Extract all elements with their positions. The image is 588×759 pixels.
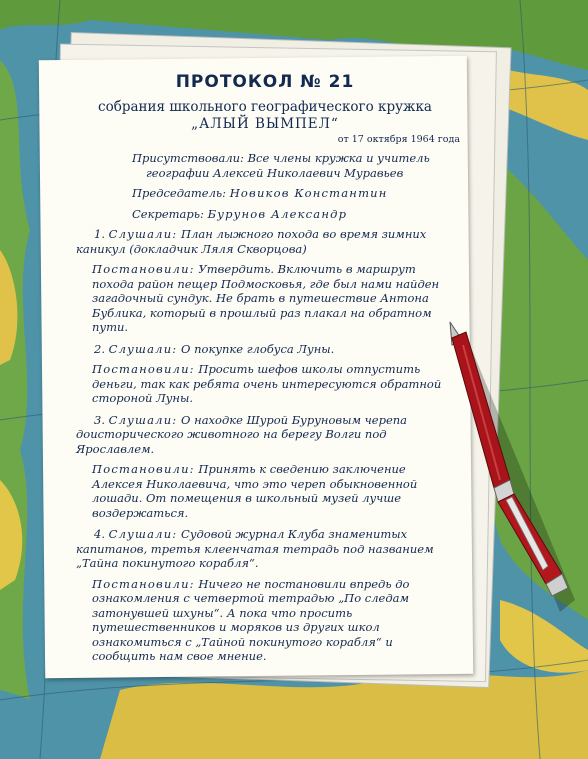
decided-text: Принять к сведению заключение Алексея Николаевича, что это череп обыкновенной лошади. От помещения в школьный музей лучше воздержаться. (92, 462, 418, 520)
item-number: 3. (94, 412, 105, 427)
heard-label: Слушали: (108, 527, 178, 541)
item-number: 2. (94, 341, 105, 356)
secretary-name: Бурунов Александр (207, 206, 348, 221)
decided-label: Постановили: (92, 462, 195, 476)
decided-text: Утвердить. Включить в маршрут похода район пещер Подмосковья, где был нами найден загадочный сундук. Не брать в путешествие Антона Бублика, который в прошлый раз плакал на обратном пути. (92, 262, 440, 334)
protocol-subtitle: собрания школьного географического кружка (98, 99, 432, 115)
decided-text: Ничего не постановили впредь до ознакомления с четвертой тетрадью „По следам затонувшей шхуны“. А пока что просить путешественников и моряков из других школ ознакомиться с „Тайной покинутого корабля“ и сообщить нам свое мнение. (92, 576, 410, 663)
heard-text: Судовой журнал Клуба знаменитых капитанов, третья клеенчатая тетрадь под названием „Тайна покинутого корабля“. (76, 527, 434, 570)
heard-label: Слушали: (108, 341, 178, 356)
protocol-title: ПРОТОКОЛ № 21 (175, 72, 355, 92)
item-number: 4. (94, 527, 105, 541)
heard-text: План лыжного похода во время зимних каникул (докладчик Ляля Скворцова) (76, 227, 427, 256)
secretary-label: Секретарь: (132, 206, 204, 221)
item-number: 1. (94, 227, 105, 241)
heard-text: О находке Шурой Буруновым черепа доисторического животного на берегу Волги под Ярославлем. (76, 412, 408, 456)
heard-label: Слушали: (108, 412, 178, 427)
decided-text: Просить шефов школы отпустить деньги, так как ребята очень интересуются обратной стороной Луны. (92, 362, 442, 405)
chair-name: Новиков Константин (229, 186, 388, 200)
attendees-text: Все члены кружка и учитель географии Алексей Николаевич Муравьев (146, 151, 430, 180)
club-name: „АЛЫЙ ВЫМПЕЛ“ (191, 116, 339, 132)
decided-label: Постановили: (92, 576, 195, 591)
protocol-date: от 17 октября 1964 года (337, 134, 460, 145)
decided-label: Постановили: (92, 362, 195, 376)
chair-label: Председатель: (132, 186, 227, 200)
heard-label: Слушали: (108, 227, 178, 241)
decided-label: Постановили: (92, 262, 195, 276)
heard-text: О покупке глобуса Луны. (181, 341, 335, 356)
attendees-label: Присутствовали: (132, 151, 244, 165)
